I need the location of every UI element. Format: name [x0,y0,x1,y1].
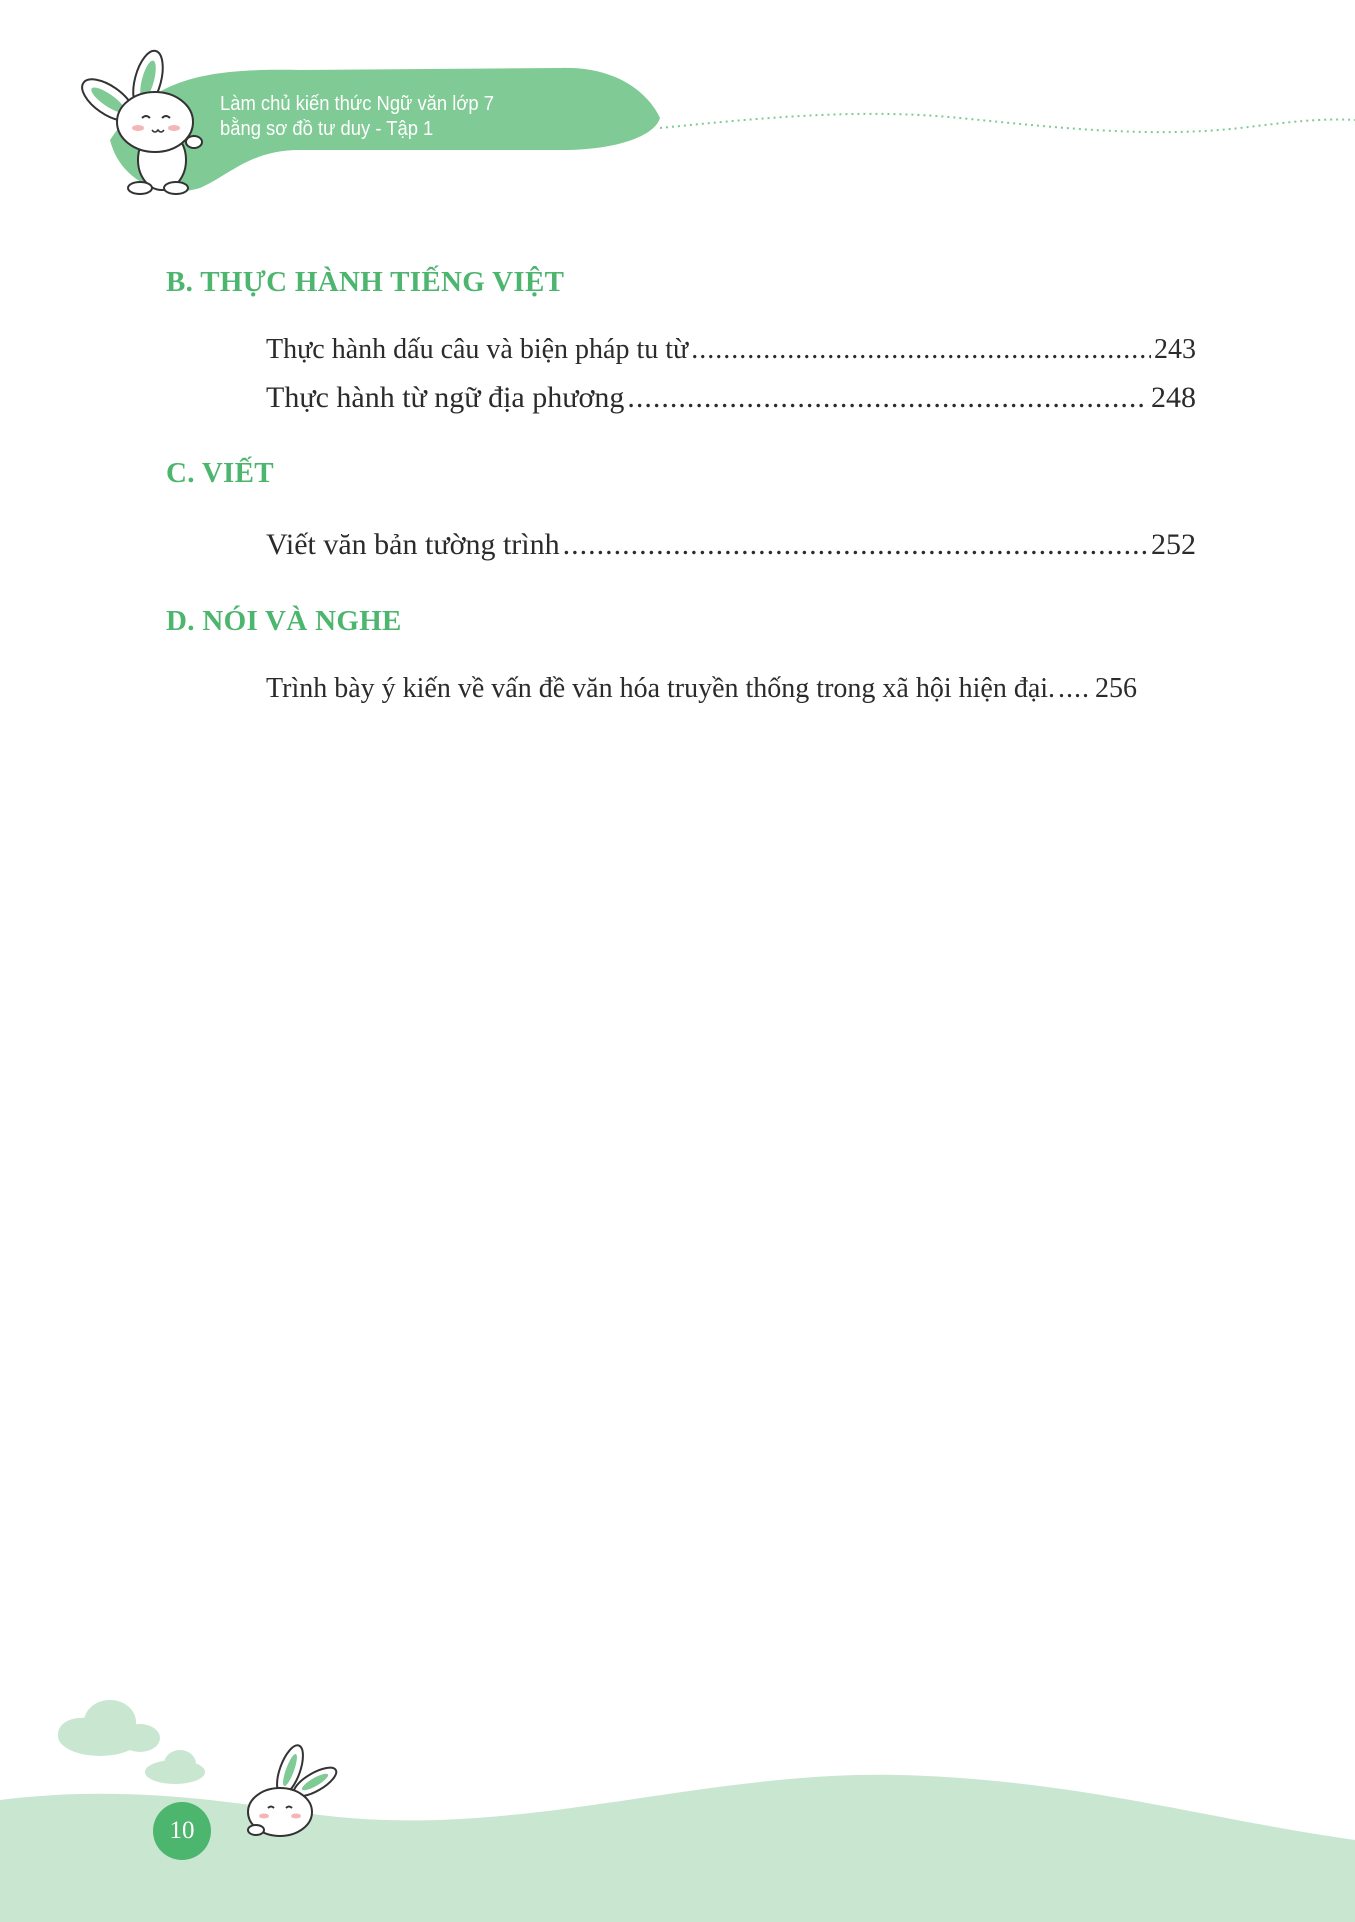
dot-leader [563,528,1148,562]
cloud-icon [58,1700,160,1756]
dot-leader [627,381,1148,415]
toc-entry[interactable] [266,381,1196,415]
section-heading-c: C. VIẾT [166,457,274,489]
toc-entry[interactable] [266,334,1196,366]
toc-entry-page: 256 [1095,673,1138,704]
page-number: 10 [153,1802,211,1860]
book-title-line2: bằng sơ đồ tư duy - Tập 1 [220,118,434,140]
book-title-line1: Làm chủ kiến thức Ngữ văn lớp 7 [220,93,494,115]
toc-entry-title: Trình bày ý kiến về vấn đề văn hóa truyền thống trong xã hội hiện đại. [266,673,1056,704]
toc-entry[interactable] [266,673,1196,705]
book-title [220,92,494,142]
header-banner [0,0,1355,210]
toc-entry-page: 252 [1151,528,1196,561]
toc-entry-page: 248 [1151,381,1196,414]
toc-entry[interactable] [266,528,1196,562]
toc-entry-page: 243 [1154,334,1196,365]
cloud-icon [145,1750,205,1784]
toc-entry-title: Thực hành dấu câu và biện pháp tu từ [266,334,689,365]
dot-leader [1058,673,1092,705]
section-heading-b: B. THỰC HÀNH TIẾNG VIỆT [166,266,565,298]
dot-leader [691,334,1151,366]
toc-entry-title: Viết văn bản tường trình [266,528,560,561]
toc-entry-title: Thực hành từ ngữ địa phương [266,381,625,414]
section-heading-d: D. NÓI VÀ NGHE [166,605,402,637]
footer-decoration [0,1690,1355,1922]
